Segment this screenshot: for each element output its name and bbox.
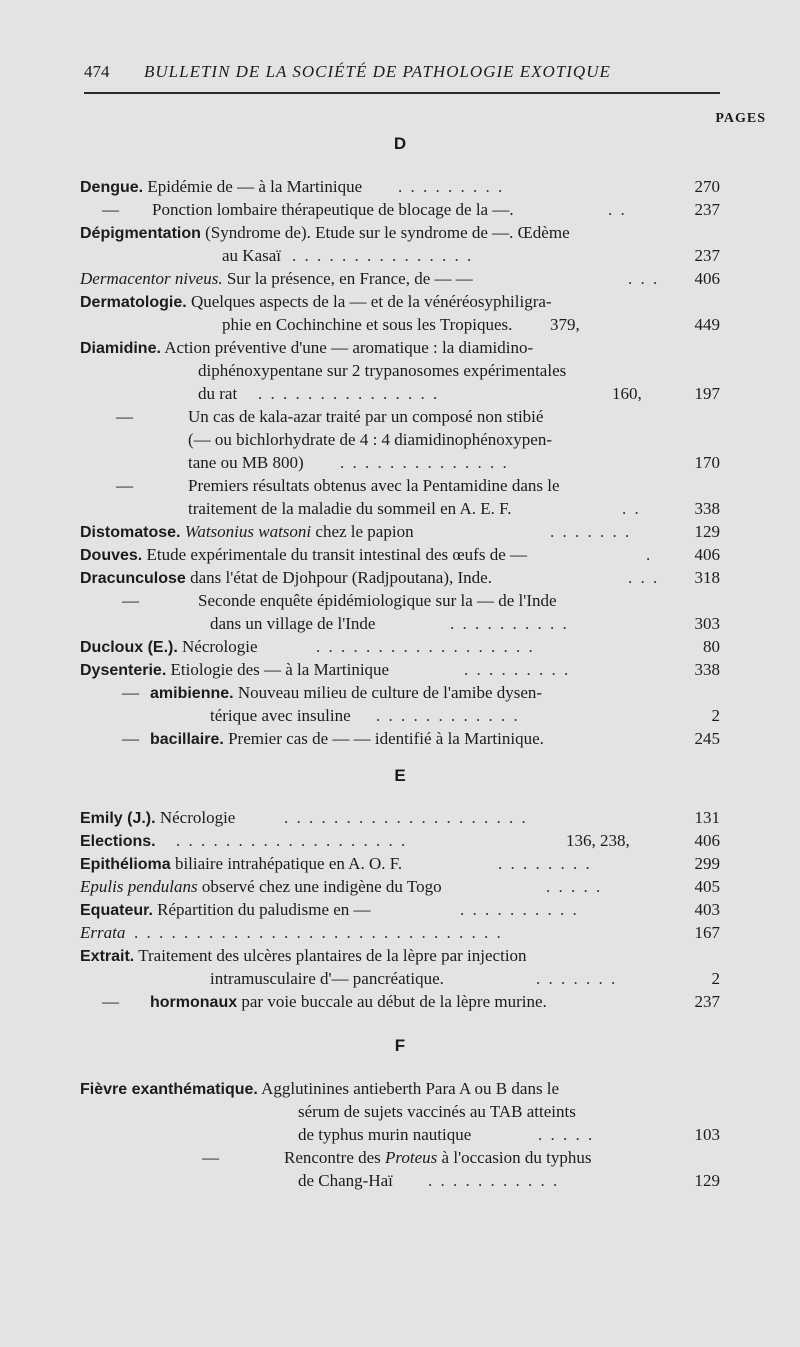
index-line: — Rencontre des Proteus à l'occasion du typhus: [202, 1148, 592, 1167]
index-entries-d: [80, 175, 720, 750]
section-letter-f: F: [394, 1036, 406, 1055]
index-line: — hormonaux par voie buccale au début de la lèpre murine. 237: [102, 992, 720, 1011]
index-line: Dysenterie. Etiologie des — à la Martinique . . . . . . . . . 338: [80, 660, 720, 679]
index-line: Dermacentor niveus. Sur la présence, en France, de — — . . . 406: [80, 269, 720, 288]
index-entries-e: [80, 806, 720, 1013]
index-line: tane ou MB 800) . . . . . . . . . . . . . . 170: [188, 453, 720, 472]
index-line: — Ponction lombaire thérapeutique de blocage de la —. . . 237: [102, 200, 720, 219]
index-line: de Chang-Haï . . . . . . . . . . . 129: [298, 1171, 720, 1190]
index-line: — Premiers résultats obtenus avec la Pentamidine dans le: [116, 476, 560, 495]
page-number: 474: [84, 62, 110, 81]
section-letter-e: E: [394, 766, 406, 785]
index-line: Epulis pendulans observé chez une indigène du Togo . . . . . 405: [80, 877, 720, 896]
index-entries-f: [80, 1077, 720, 1192]
index-line: — bacillaire. Premier cas de — — identifié à la Martinique. 245: [122, 729, 720, 748]
index-line: au Kasaï . . . . . . . . . . . . . . . 237: [222, 246, 720, 265]
header-rule: [84, 92, 720, 94]
index-line: intramusculaire d'— pancréatique. . . . . . . . 2: [210, 969, 720, 988]
index-line: diphénoxypentane sur 2 trypanosomes expérimentales: [198, 361, 567, 380]
index-line: Dengue. Epidémie de — à la Martinique . . . . . . . . . 270: [80, 177, 720, 196]
index-line: du rat . . . . . . . . . . . . . . . 160, 197: [198, 384, 720, 403]
index-line: sérum de sujets vaccinés au TAB atteints: [298, 1102, 576, 1121]
index-line: (— ou bichlorhydrate de 4 : 4 diamidinophénoxypen-: [188, 430, 552, 449]
index-line: Epithélioma biliaire intrahépatique en A. O. F. . . . . . . . . 299: [80, 854, 720, 873]
index-line: Errata . . . . . . . . . . . . . . . . . . . . . . . . . . . . . . 167: [80, 923, 720, 942]
pages-column-label: PAGES: [715, 111, 766, 126]
index-line: Distomatose. Watsonius watsoni chez le papion . . . . . . . 129: [80, 522, 720, 541]
index-line: phie en Cochinchine et sous les Tropiques. 379, 449: [222, 315, 720, 334]
index-line: térique avec insuline . . . . . . . . . . . . 2: [210, 706, 720, 725]
index-line: Diamidine. Action préventive d'une — aromatique : la diamidino-: [80, 338, 534, 357]
index-line: de typhus murin nautique . . . . . 103: [298, 1125, 720, 1144]
page-header: [84, 62, 724, 90]
index-line: Equateur. Répartition du paludisme en — . . . . . . . . . . 403: [80, 900, 720, 919]
index-line: Douves. Etude expérimentale du transit intestinal des œufs de — . 406: [80, 545, 720, 564]
index-line: — amibienne. Nouveau milieu de culture de l'amibe dysen-: [122, 683, 543, 702]
index-line: Emily (J.). Nécrologie . . . . . . . . . . . . . . . . . . . . 131: [80, 808, 720, 827]
index-line: dans un village de l'Inde . . . . . . . . . . 303: [210, 614, 720, 633]
index-line: traitement de la maladie du sommeil en A. E. F. . . 338: [188, 499, 720, 518]
index-line: Dracunculose dans l'état de Djohpour (Radjpoutana), Inde. . . . 318: [80, 568, 720, 587]
index-line: Extrait. Traitement des ulcères plantaires de la lèpre par injection: [80, 946, 527, 965]
index-line: Dermatologie. Quelques aspects de la — et de la vénéréosyphiligra-: [80, 292, 552, 311]
running-title: BULLETIN DE LA SOCIÉTÉ DE PATHOLOGIE EXOTIQUE: [144, 62, 611, 81]
index-line: — Un cas de kala-azar traité par un composé non stibié: [116, 407, 544, 426]
index-line: Elections. . . . . . . . . . . . . . . . . . . . 136, 238, 406: [80, 831, 720, 850]
index-line: — Seconde enquête épidémiologique sur la — de l'Inde: [122, 591, 557, 610]
index-line: Dépigmentation (Syndrome de). Etude sur le syndrome de —. Œdème: [80, 223, 570, 242]
section-letter-d: D: [393, 134, 407, 153]
index-line: Fièvre exanthématique. Agglutinines antieberth Para A ou B dans le: [80, 1079, 560, 1098]
index-line: Ducloux (E.). Nécrologie . . . . . . . . . . . . . . . . . . 80: [80, 637, 720, 656]
